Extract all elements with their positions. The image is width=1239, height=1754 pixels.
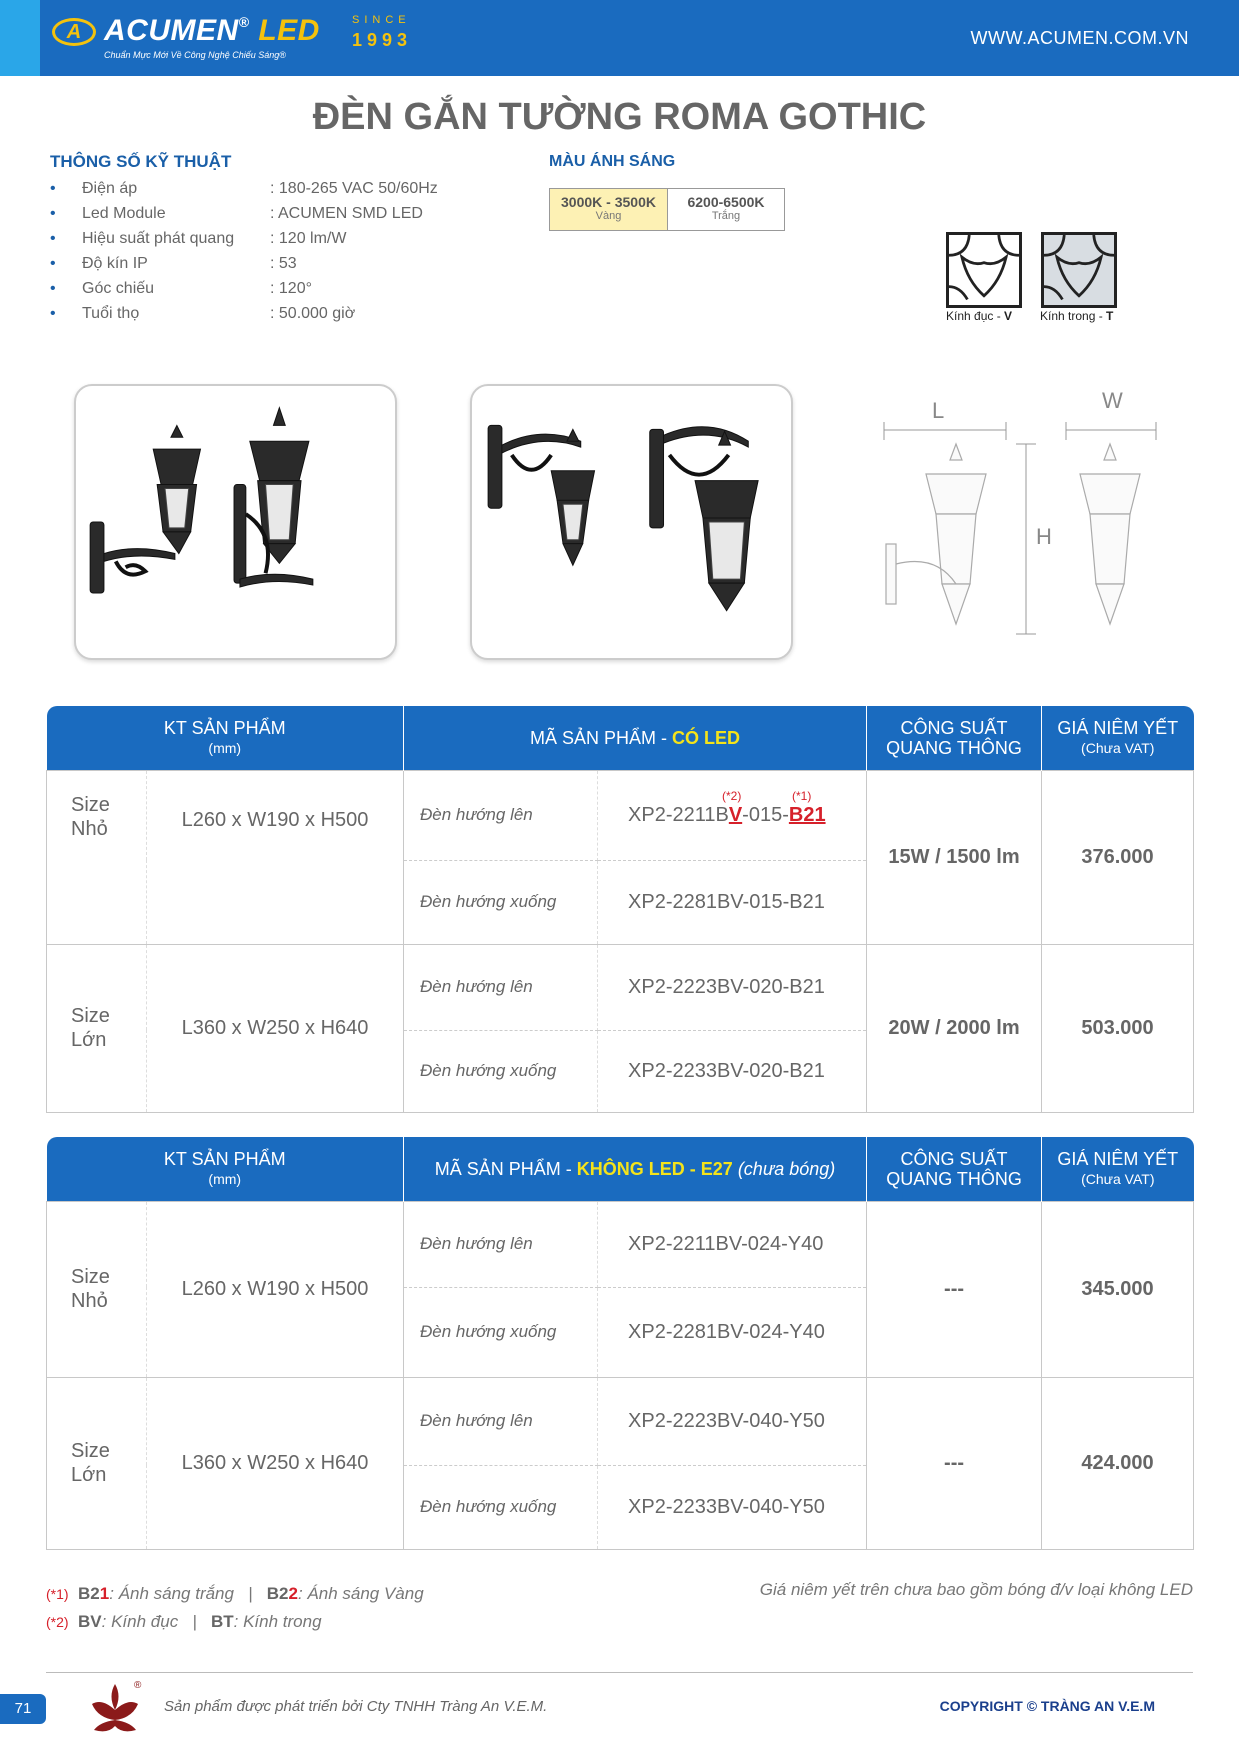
power-value: --- bbox=[867, 1201, 1042, 1377]
spec-item: • Led Module : ACUMEN SMD LED bbox=[50, 205, 423, 222]
header-bar bbox=[0, 0, 1239, 76]
price-note: Giá niêm yết trên chưa bao gồm bóng đ/v loại không LED bbox=[759, 1580, 1193, 1599]
footnote-1: (*1) B21: Ánh sáng trắng | B22: Ánh sáng Vàng bbox=[46, 1584, 424, 1603]
brand-tagline: Chuẩn Mực Mới Về Công Nghệ Chiếu Sáng® bbox=[104, 50, 286, 60]
since-year: 1993 bbox=[352, 30, 413, 50]
since-label: SINCE bbox=[352, 14, 411, 26]
frosted-glass-icon bbox=[946, 232, 1022, 308]
page-number: 71 bbox=[0, 1694, 46, 1724]
size-label: Size Nhỏ bbox=[47, 1201, 147, 1377]
col-header-price: GIÁ NIÊM YẾT (Chưa VAT) bbox=[1042, 706, 1194, 770]
height-label: H bbox=[1036, 524, 1052, 549]
col-header-power: CÔNG SUẤT QUANG THÔNG bbox=[867, 1137, 1042, 1201]
header-accent-strip bbox=[0, 0, 40, 76]
light-color-heading: MÀU ÁNH SÁNG bbox=[549, 153, 676, 170]
page-title: ĐÈN GẮN TƯỜNG ROMA GOTHIC bbox=[312, 96, 927, 138]
spec-item: • Tuổi thọ : 50.000 giờ bbox=[50, 305, 356, 322]
cool-light-swatch: 6200-6500K Trắng bbox=[667, 188, 785, 231]
table-row bbox=[47, 1377, 1194, 1465]
clear-glass-icon bbox=[1041, 232, 1117, 308]
product-code: XP2-2223BV-040-Y50 bbox=[598, 1377, 867, 1465]
product-code: XP2-2233BV-020-B21 bbox=[598, 1030, 867, 1112]
clear-glass-label: Kính trong - T bbox=[1040, 309, 1114, 323]
product-code: XP2-2233BV-040-Y50 bbox=[598, 1465, 867, 1549]
width-label: W bbox=[1102, 388, 1123, 413]
product-code: XP2-2281BV-024-Y40 bbox=[598, 1287, 867, 1377]
dimension-value: L260 x W190 x H500 bbox=[147, 770, 404, 944]
direction-down-label: Đèn hướng xuống bbox=[404, 860, 598, 944]
dimension-value: L360 x W250 x H640 bbox=[147, 1377, 404, 1549]
footnotes bbox=[46, 1580, 424, 1636]
copyright: COPYRIGHT © TRÀNG AN V.E.M bbox=[939, 1698, 1155, 1714]
direction-up-label: Đèn hướng lên bbox=[404, 944, 598, 1030]
col-header-power: CÔNG SUẤT QUANG THÔNG bbox=[867, 706, 1042, 770]
table-row bbox=[47, 944, 1194, 1030]
size-label: Size Lớn bbox=[47, 944, 147, 1112]
frosted-glass-label: Kính đục - V bbox=[946, 309, 1013, 323]
spec-item: • Điện áp : 180-265 VAC 50/60Hz bbox=[50, 180, 438, 197]
spec-item: • Hiệu suất phát quang : 120 lm/W bbox=[50, 230, 347, 247]
price-value: 503.000 bbox=[1042, 944, 1194, 1112]
col-header-price: GIÁ NIÊM YẾT (Chưa VAT) bbox=[1042, 1137, 1194, 1201]
direction-down-label: Đèn hướng xuống bbox=[404, 1465, 598, 1549]
dimension-drawing bbox=[866, 384, 1166, 644]
direction-up-label: Đèn hướng lên bbox=[404, 770, 598, 860]
col-header-code: MÃ SẢN PHẨM - CÓ LED bbox=[404, 706, 867, 770]
dimension-value: L260 x W190 x H500 bbox=[147, 1201, 404, 1377]
led-products-table bbox=[46, 706, 1194, 1113]
product-code: XP2-2281BV-015-B21 bbox=[598, 860, 867, 944]
direction-down-label: Đèn hướng xuống bbox=[404, 1287, 598, 1377]
product-code: XP2-2211BV-024-Y40 bbox=[598, 1201, 867, 1287]
direction-up-label: Đèn hướng lên bbox=[404, 1201, 598, 1287]
footer-divider bbox=[46, 1672, 1193, 1673]
lotus-logo-icon bbox=[82, 1676, 148, 1736]
length-label: L bbox=[932, 398, 945, 423]
direction-down-label: Đèn hướng xuống bbox=[404, 1030, 598, 1112]
size-label: Size Lớn bbox=[47, 1377, 147, 1549]
price-value: 424.000 bbox=[1042, 1377, 1194, 1549]
website-link[interactable]: WWW.ACUMEN.COM.VN bbox=[970, 28, 1189, 48]
product-photo-up-lights bbox=[470, 384, 793, 660]
size-label: Size Nhỏ bbox=[47, 770, 147, 944]
footnote-2: (*2) BV: Kính đục | BT: Kính trong bbox=[46, 1612, 322, 1631]
direction-up-label: Đèn hướng lên bbox=[404, 1377, 598, 1465]
table-row bbox=[47, 770, 1194, 860]
brand-logo: ACUMEN® LED bbox=[104, 14, 320, 47]
product-code: XP2-2223BV-020-B21 bbox=[598, 944, 867, 1030]
spec-item: • Độ kín IP : 53 bbox=[50, 255, 297, 272]
acumen-logo-icon: A bbox=[52, 18, 96, 46]
specs-list bbox=[50, 180, 500, 330]
table-row bbox=[47, 1201, 1194, 1287]
col-header-size: KT SẢN PHẨM (mm) bbox=[47, 706, 404, 770]
power-value: 15W / 1500 lm bbox=[867, 770, 1042, 944]
price-value: 345.000 bbox=[1042, 1201, 1194, 1377]
power-value: 20W / 2000 lm bbox=[867, 944, 1042, 1112]
developer-credit: Sản phẩm được phát triển bởi Cty TNHH Tràng An V.E.M. bbox=[164, 1698, 548, 1715]
warm-light-swatch: 3000K - 3500K Vàng bbox=[549, 188, 668, 231]
price-value: 376.000 bbox=[1042, 770, 1194, 944]
dimension-value: L360 x W250 x H640 bbox=[147, 944, 404, 1112]
specs-heading: THÔNG SỐ KỸ THUẬT bbox=[50, 152, 232, 171]
spec-item: • Góc chiếu : 120° bbox=[50, 280, 312, 297]
non-led-products-table bbox=[46, 1137, 1194, 1550]
power-value: --- bbox=[867, 1377, 1042, 1549]
col-header-code: MÃ SẢN PHẨM - KHÔNG LED - E27 (chưa bóng) bbox=[404, 1137, 867, 1201]
product-code: (*2) (*1) XP2-2211BV-015-B21 bbox=[598, 770, 867, 860]
col-header-size: KT SẢN PHẨM (mm) bbox=[47, 1137, 404, 1201]
svg-text:®: ® bbox=[134, 1680, 142, 1691]
product-photo-down-lights bbox=[74, 384, 397, 660]
